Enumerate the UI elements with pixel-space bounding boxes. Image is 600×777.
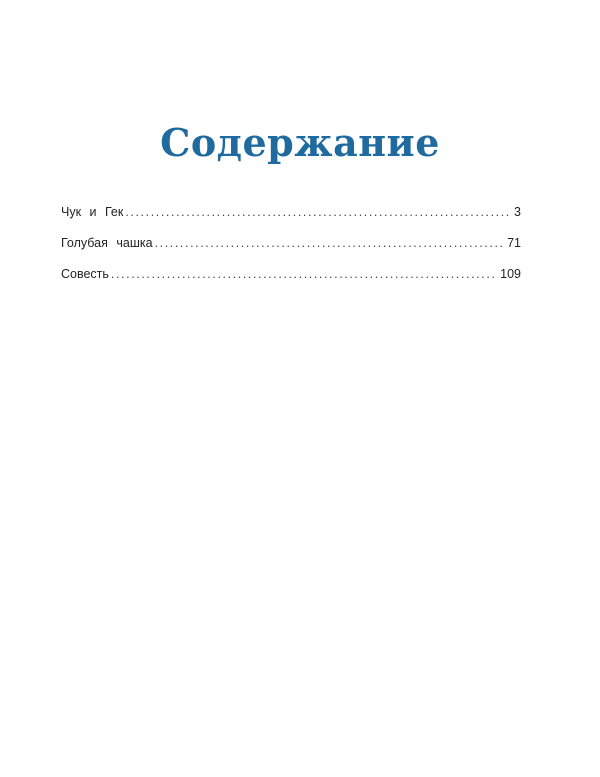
page-title: Содержание: [160, 120, 440, 165]
toc-entry-title: Голубая чашка: [61, 236, 153, 250]
dot-leader: [155, 233, 505, 253]
dot-leader: [125, 202, 511, 222]
table-of-contents: [61, 202, 521, 295]
toc-page-number: 71: [507, 236, 521, 250]
toc-entry-title: Чук и Гек: [61, 205, 124, 219]
toc-page-number: 109: [500, 267, 521, 281]
toc-entry[interactable]: [61, 233, 521, 264]
toc-entry[interactable]: [61, 264, 521, 295]
toc-entry-title: Совесть: [61, 267, 109, 281]
toc-entry[interactable]: [61, 202, 521, 233]
dot-leader: [111, 264, 497, 284]
toc-page-number: 3: [514, 205, 521, 219]
